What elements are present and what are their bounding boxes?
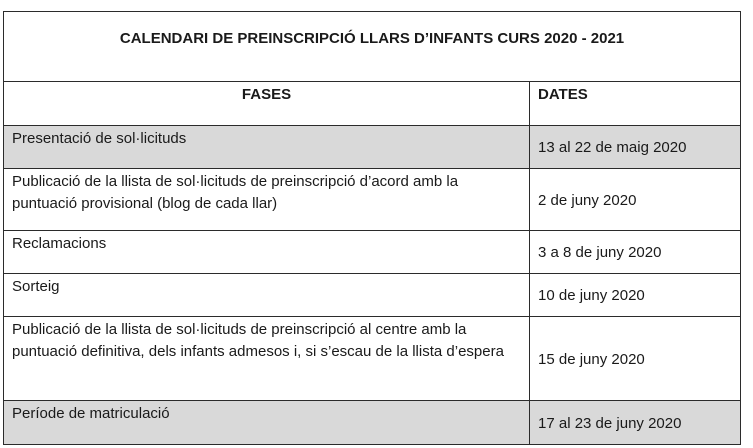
date-cell: 3 a 8 de juny 2020 <box>530 231 741 274</box>
fase-cell: Publicació de la llista de sol·licituds de preinscripció d’acord amb la puntuació provisional (blog de cada llar) <box>4 169 530 231</box>
table-row <box>4 401 741 445</box>
date-cell: 10 de juny 2020 <box>530 274 741 317</box>
header-dates: DATES <box>530 82 741 126</box>
header-row <box>4 82 741 126</box>
table-row <box>4 169 741 231</box>
table-row <box>4 274 741 317</box>
title-row <box>4 12 741 82</box>
calendar-table <box>3 11 741 445</box>
fase-cell: Sorteig <box>4 274 530 317</box>
fase-cell: Reclamacions <box>4 231 530 274</box>
fase-cell: Presentació de sol·licituds <box>4 126 530 169</box>
header-fases: FASES <box>4 82 530 126</box>
date-cell: 15 de juny 2020 <box>530 317 741 401</box>
table-row <box>4 126 741 169</box>
date-cell: 13 al 22 de maig 2020 <box>530 126 741 169</box>
fase-cell: Publicació de la llista de sol·licituds de preinscripció al centre amb la puntuació definitiva, dels infants admesos i, si s’escau de la llista d’espera <box>4 317 530 401</box>
table-row <box>4 317 741 401</box>
fase-cell: Període de matriculació <box>4 401 530 445</box>
date-cell: 2 de juny 2020 <box>530 169 741 231</box>
date-cell: 17 al 23 de juny 2020 <box>530 401 741 445</box>
table-row <box>4 231 741 274</box>
table-title: CALENDARI DE PREINSCRIPCIÓ LLARS D’INFANTS CURS 2020 - 2021 <box>4 12 741 82</box>
